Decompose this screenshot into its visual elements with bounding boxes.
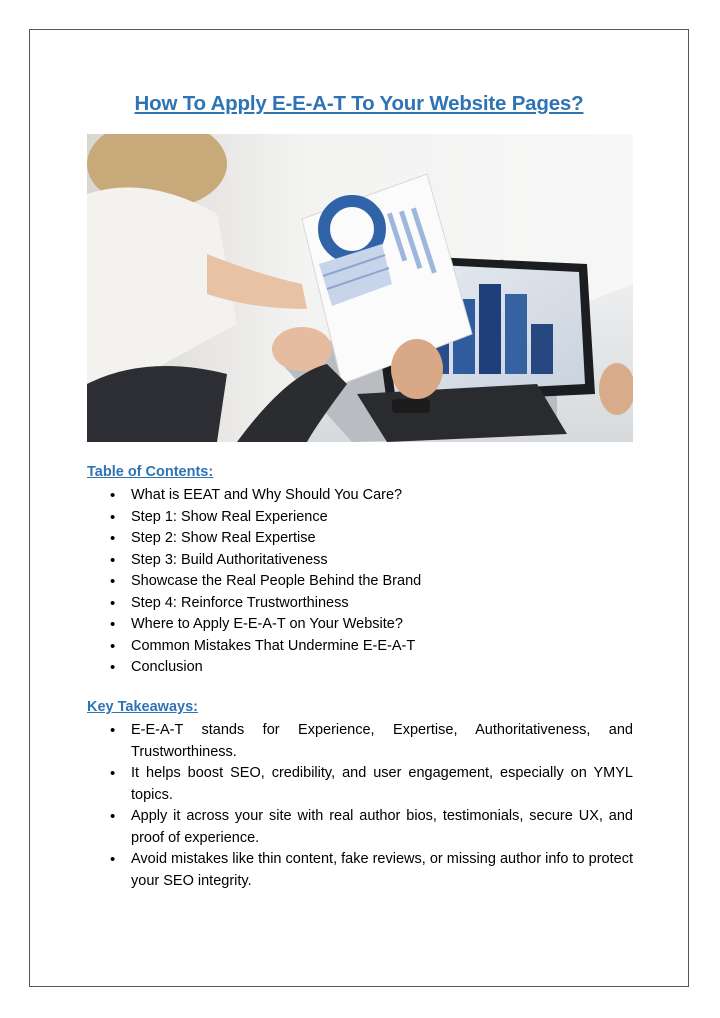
toc-item: • Step 4: Reinforce Trustworthiness <box>87 593 633 615</box>
toc-item: • Step 1: Show Real Experience <box>87 507 633 529</box>
toc-item: • Step 2: Show Real Expertise <box>87 528 633 550</box>
toc-item: • Conclusion <box>87 657 633 679</box>
takeaway-item: • Apply it across your site with real author bios, testimonials, secure UX, and proof of experience. <box>87 806 633 849</box>
toc-list <box>87 485 633 679</box>
page-title: How To Apply E-E-A-T To Your Website Pages? <box>134 92 584 115</box>
hero-image <box>87 134 633 442</box>
toc-item: • Common Mistakes That Undermine E-E-A-T <box>87 636 633 658</box>
toc-item: • Step 3: Build Authoritativeness <box>87 550 633 572</box>
takeaway-item: • It helps boost SEO, credibility, and user engagement, especially on YMYL topics. <box>87 763 633 806</box>
takeaway-item: • Avoid mistakes like thin content, fake reviews, or missing author info to protect your SEO integrity. <box>87 849 633 892</box>
document-page <box>29 29 689 987</box>
toc-item: • What is EEAT and Why Should You Care? <box>87 485 633 507</box>
toc-item: • Showcase the Real People Behind the Brand <box>87 571 633 593</box>
takeaways-heading: Key Takeaways: <box>87 699 198 715</box>
toc-heading: Table of Contents: <box>87 464 214 480</box>
takeaway-item: • E-E-A-T stands for Experience, Expertise, Authoritativeness, and Trustworthiness. <box>87 720 633 763</box>
toc-item: • Where to Apply E-E-A-T on Your Website? <box>87 614 633 636</box>
takeaways-list <box>87 720 633 892</box>
